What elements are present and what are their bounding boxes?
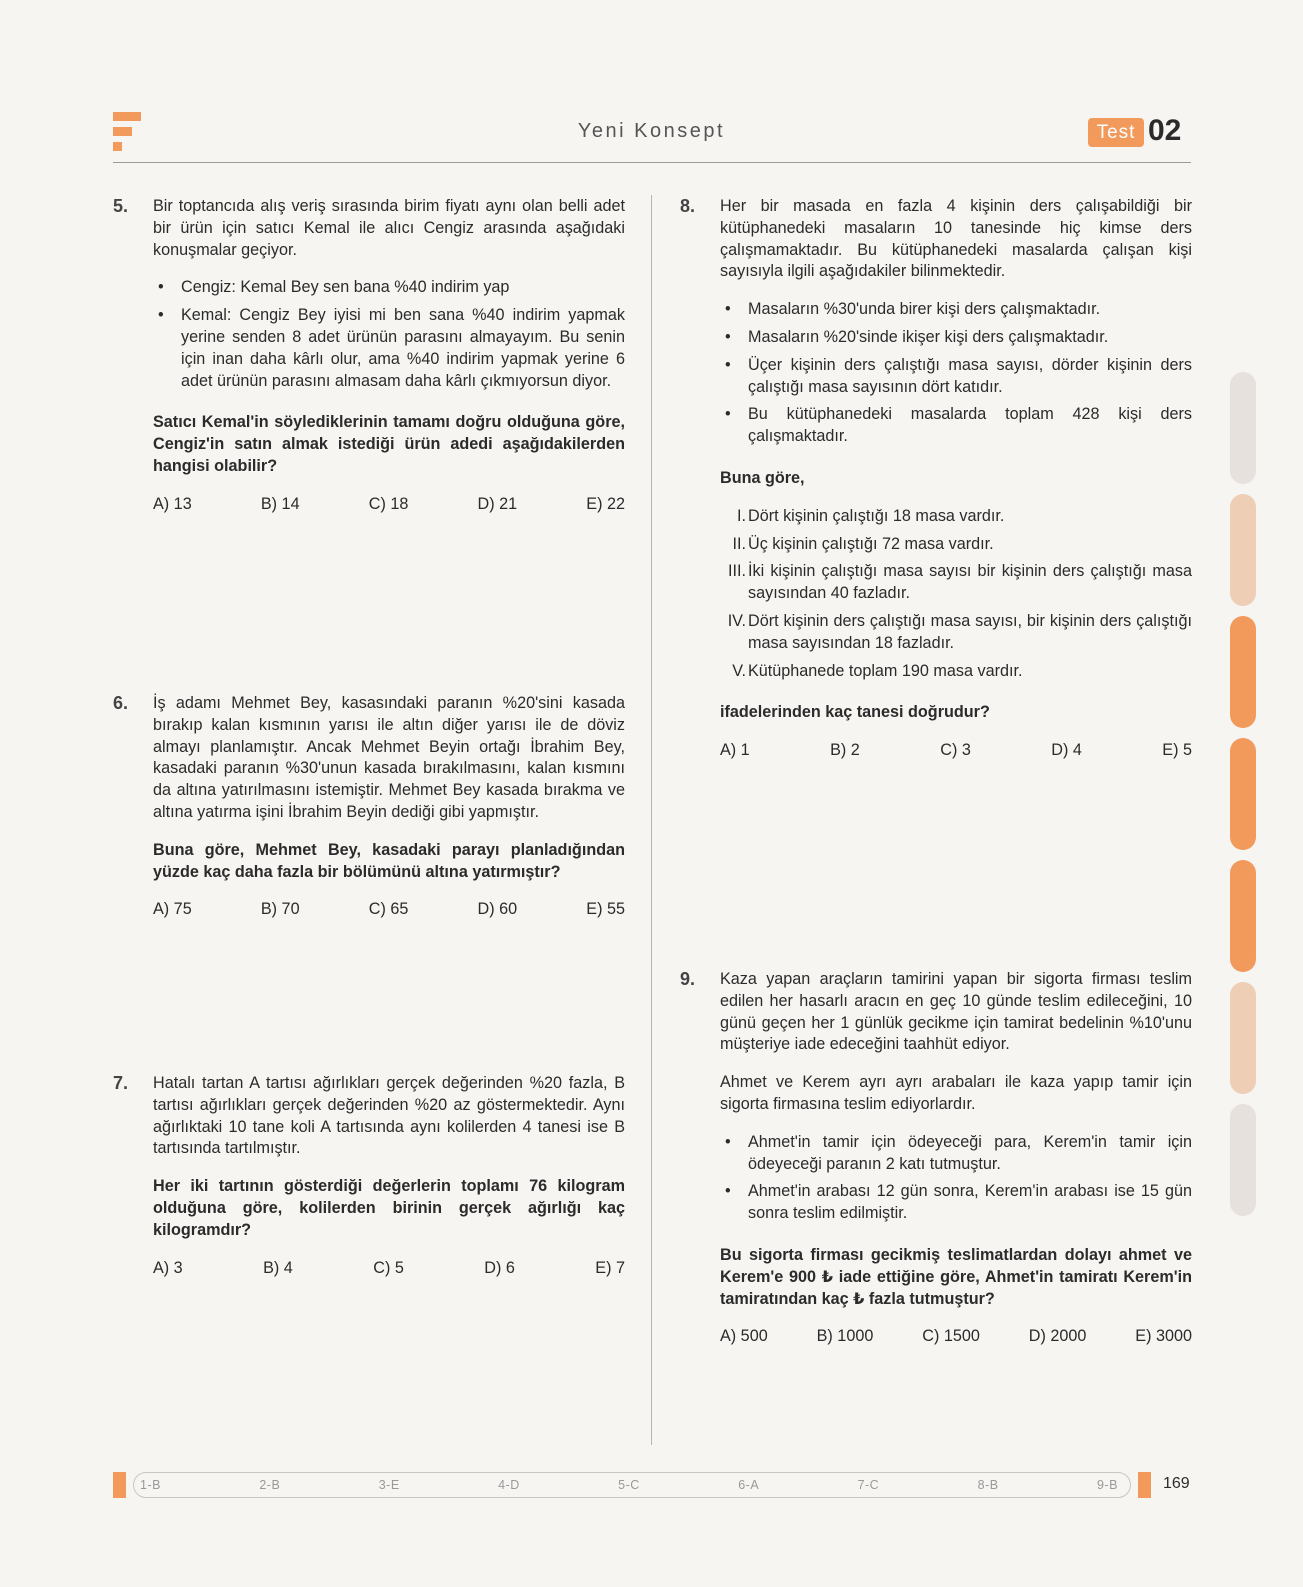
- statement-item: [720, 534, 1192, 556]
- question-intro: Bir toptancıda alış veriş sırasında birim fiyatı aynı olan belli adet bir ürün için satıcı Kemal ile alıcı Cengiz arasında aşağıdaki konuşmalar geçiyor.: [153, 197, 625, 259]
- side-tab[interactable]: [1230, 616, 1256, 728]
- list-item: • Üçer kişinin ders çalıştığı masa sayısı, dörder kişinin ders çalıştığı masa sayısının dört katıdır.: [720, 355, 1192, 399]
- option-e[interactable]: E) 22: [586, 494, 625, 513]
- roman-numeral: V.: [732, 661, 746, 680]
- side-tab[interactable]: [1230, 1104, 1256, 1216]
- column-divider: [651, 195, 652, 1445]
- question-stem: Satıcı Kemal'in söylediklerinin tamamı doğru olduğuna göre, Cengiz'in satın almak istediği ürün adedi aşağıdakilerden hangisi olabilir?: [153, 413, 625, 475]
- option-b[interactable]: B) 2: [830, 741, 860, 760]
- answer-key-item: 9-B: [1096, 1478, 1118, 1492]
- question-number: 8.: [680, 196, 696, 216]
- answer-key-item: 8-B: [977, 1478, 999, 1492]
- option-a[interactable]: A) 75: [153, 900, 192, 919]
- question-8: [680, 196, 1192, 762]
- option-e[interactable]: E) 55: [586, 900, 625, 919]
- bullet-list: [720, 1132, 1192, 1225]
- list-item: • Ahmet'in tamir için ödeyeceği para, Kerem'in tamir için ödeyeceği paranın 2 katı tutmuştur.: [720, 1132, 1192, 1176]
- answer-key-item: 2-B: [259, 1478, 281, 1492]
- bullet-list: [153, 277, 625, 392]
- roman-numeral: III.: [728, 562, 746, 581]
- question-intro: İş adamı Mehmet Bey, kasasındaki paranın %20'sini kasada bırakıp kalan kısmının yarısı ile altın diğer yarısı ile de döviz almayı planlamıştır. Ancak Mehmet Beyin ortağı İbrahim Bey, kasadaki paranın %30'unun kasada bırakılmasını, kalan kısmını da altına yatırılmasını istemiştir. Mehmet Bey kasada bırakma ve altına yatırma işini İbrahim Beyin dediği gibi yapmıştır.: [153, 694, 625, 821]
- answer-key-item: 3-E: [378, 1478, 400, 1492]
- option-e[interactable]: E) 3000: [1135, 1327, 1192, 1346]
- question-stem: ifadelerinden kaç tanesi doğrudur?: [720, 703, 990, 722]
- test-badge: Test: [1088, 118, 1144, 147]
- answer-key-item: 4-D: [498, 1478, 520, 1492]
- statement-text: Üç kişinin çalıştığı 72 masa vardır.: [748, 534, 994, 553]
- list-item: • Cengiz: Kemal Bey sen bana %40 indirim yap: [153, 277, 625, 299]
- question-intro-2: Ahmet ve Kerem ayrı ayrı arabaları ile kaza yapıp tamir için sigorta firmasına teslim ediyorlardır.: [720, 1073, 1192, 1113]
- question-stem: Bu sigorta firması gecikmiş teslimatlardan dolayı ahmet ve Kerem'e 900 ₺ iade ettiğine göre, Ahmet'in tamiratı Kerem'in tamiratından kaç ₺ fazla tutmuştur?: [720, 1245, 1192, 1308]
- statement-item: [720, 561, 1192, 605]
- answer-options: [720, 740, 1192, 762]
- answer-options: [153, 1258, 625, 1280]
- option-c[interactable]: C) 1500: [922, 1327, 980, 1346]
- statement-item: [720, 506, 1192, 528]
- option-c[interactable]: C) 3: [940, 741, 971, 760]
- side-tab[interactable]: [1230, 494, 1256, 606]
- answer-key-item: 7-C: [857, 1478, 880, 1492]
- answer-options: [153, 899, 625, 921]
- question-number: 5.: [113, 196, 129, 216]
- option-d[interactable]: D) 60: [477, 900, 518, 919]
- side-tab[interactable]: [1230, 860, 1256, 972]
- statement-item: [720, 611, 1192, 655]
- list-item: • Bu kütüphanedeki masalarda toplam 428 kişi ders çalışmaktadır.: [720, 404, 1192, 448]
- answer-key-item: 5-C: [618, 1478, 640, 1492]
- option-a[interactable]: A) 500: [720, 1327, 768, 1346]
- answer-options: [153, 494, 625, 516]
- question-5: [113, 196, 625, 516]
- question-9: [680, 969, 1192, 1348]
- side-tab[interactable]: [1230, 372, 1256, 484]
- list-item: • Kemal: Cengiz Bey iyisi mi ben sana %40 indirim yapmak yerine senden 8 adet ürünün parasını almayayım. Bu senin için inan daha kârlı olur, ama %40 indirim yapmak yerine 6 adet ürünün parasını almasam daha kârlı çıkmıyorsun diyor.: [153, 305, 625, 392]
- page-header-title: Yeni Konsept: [577, 120, 726, 142]
- option-e[interactable]: E) 7: [595, 1258, 625, 1277]
- question-6: [113, 693, 625, 921]
- roman-statement-list: [720, 506, 1192, 683]
- option-a[interactable]: A) 1: [720, 741, 750, 760]
- answer-key-bar: [133, 1472, 1131, 1498]
- side-tab[interactable]: [1230, 982, 1256, 1094]
- question-intro: Hatalı tartan A tartısı ağırlıkları gerçek değerinden %20 fazla, B tartısı ağırlıkları gerçek değerinden %20 az göstermektedir. Aynı ağırlıktaki 10 tane koli A tartısında aynı kolilerden 4 tanesi ise B tartısında tartılmıştır.: [153, 1074, 625, 1158]
- option-c[interactable]: C) 5: [373, 1258, 404, 1277]
- option-b[interactable]: B) 70: [260, 900, 300, 919]
- question-number: 7.: [113, 1073, 129, 1093]
- option-a[interactable]: A) 13: [153, 494, 192, 513]
- footer-accent-right: [1138, 1472, 1151, 1498]
- statement-item: [720, 661, 1192, 683]
- option-e[interactable]: E) 5: [1162, 741, 1192, 760]
- option-c[interactable]: C) 65: [368, 900, 409, 919]
- option-d[interactable]: D) 6: [484, 1258, 515, 1277]
- option-b[interactable]: B) 4: [263, 1258, 293, 1277]
- list-item: • Ahmet'in arabası 12 gün sonra, Kerem'in arabası ise 15 gün sonra teslim edilmiştir.: [720, 1181, 1192, 1225]
- logo-bar: [113, 142, 122, 151]
- test-number: 02: [1148, 114, 1182, 147]
- question-stem: Her iki tartının gösterdiği değerlerin toplamı 76 kilogram olduğuna göre, kolilerden birinin gerçek ağırlığı kaç kilogramdır?: [153, 1177, 625, 1239]
- answer-key-item: 6-A: [738, 1478, 760, 1492]
- roman-numeral: I.: [737, 506, 746, 525]
- side-tab[interactable]: [1230, 738, 1256, 850]
- option-c[interactable]: C) 18: [368, 494, 409, 513]
- question-number: 9.: [680, 969, 696, 989]
- question-stem: Buna göre, Mehmet Bey, kasadaki parayı planladığından yüzde kaç daha fazla bir bölümünü altına yatırmıştır?: [153, 840, 625, 881]
- question-intro: Her bir masada en fazla 4 kişinin ders çalışabildiği bir kütüphanedeki masaların 10 tanesinde hiç kimse ders çalışmamaktadır. Bu kütüphanedeki masalarda çalışan kişi sayısıyla ilgili aşağıdakiler bilinmektedir.: [720, 197, 1192, 281]
- statement-text: Dört kişinin ders çalıştığı masa sayısı, bir kişinin ders çalıştığı masa sayısından 18 fazladır.: [748, 611, 1192, 652]
- page-number: 169: [1163, 1475, 1190, 1492]
- option-d[interactable]: D) 2000: [1028, 1327, 1087, 1346]
- question-number: 6.: [113, 693, 129, 713]
- question-7: [113, 1073, 625, 1279]
- roman-numeral: II.: [732, 534, 746, 553]
- option-b[interactable]: B) 1000: [816, 1327, 874, 1346]
- answer-key-item: 1-B: [140, 1478, 161, 1492]
- option-b[interactable]: B) 14: [260, 494, 300, 513]
- list-item: • Masaların %20'sinde ikişer kişi ders çalışmaktadır.: [720, 327, 1192, 349]
- question-lead: Buna göre,: [720, 468, 805, 487]
- statement-text: Kütüphanede toplam 190 masa vardır.: [748, 661, 1023, 680]
- list-item: • Masaların %30'unda birer kişi ders çalışmaktadır.: [720, 299, 1192, 321]
- question-intro: Kaza yapan araçların tamirini yapan bir sigorta firması teslim edilen her hasarlı aracın en geç 10 günde teslim edileceğini, 10 günü geçen her 1 günlük gecikme için tamirat bedelinin %10'unu müşteriye iade edeceğini taahhüt ediyor.: [720, 970, 1192, 1054]
- option-a[interactable]: A) 3: [153, 1258, 183, 1277]
- option-d[interactable]: D) 4: [1051, 741, 1082, 760]
- footer-accent-left: [113, 1472, 126, 1498]
- statement-text: İki kişinin çalıştığı masa sayısı bir kişinin ders çalıştığı masa sayısından 40 fazladır.: [748, 562, 1192, 603]
- header-divider: [113, 162, 1191, 163]
- answer-options: [720, 1326, 1192, 1348]
- roman-numeral: IV.: [727, 611, 746, 630]
- bullet-list: [720, 299, 1192, 448]
- statement-text: Dört kişinin çalıştığı 18 masa vardır.: [748, 506, 1005, 525]
- option-d[interactable]: D) 21: [477, 494, 518, 513]
